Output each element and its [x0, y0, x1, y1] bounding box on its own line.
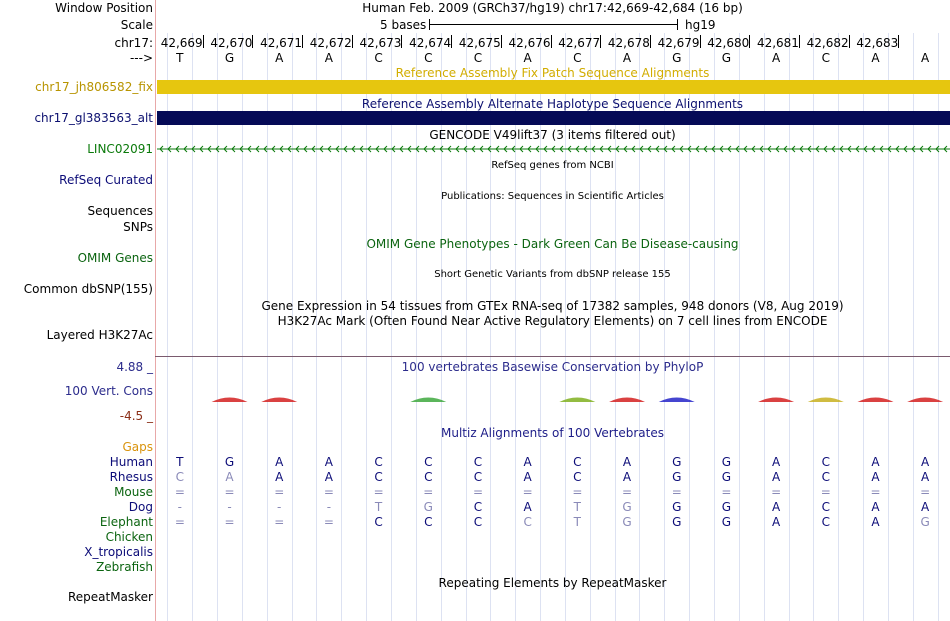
alignment-base: A: [523, 500, 532, 514]
coordinate-tick: [799, 35, 800, 48]
alignment-base: G: [423, 500, 433, 514]
alignment-base: =: [274, 485, 285, 499]
species-label[interactable]: Rhesus: [109, 470, 153, 484]
coordinate-label: 42,678: [607, 36, 650, 50]
alignment-base: A: [225, 470, 234, 484]
alignment-base: =: [771, 485, 782, 499]
alignment-base: G: [622, 500, 632, 514]
multiz-track-title[interactable]: Multiz Alignments of 100 Vertebrates: [440, 426, 665, 440]
sequence-base: A: [771, 51, 781, 65]
repeatmasker-label[interactable]: RepeatMasker: [67, 590, 153, 604]
fix-patch-alignment-bar[interactable]: [157, 80, 950, 94]
alignment-base: A: [523, 455, 532, 469]
phylop-track-title[interactable]: 100 vertebrates Basewise Conservation by PhyloP: [401, 360, 704, 374]
alignment-base: A: [324, 470, 334, 484]
coordinate-label: 42,677: [558, 36, 601, 50]
alt-haplotype-track-title[interactable]: Reference Assembly Alternate Haplotype Sequence Alignments: [361, 97, 744, 111]
alignment-base: A: [871, 455, 880, 469]
alignment-base: =: [671, 485, 682, 499]
alt-haplotype-alignment-bar[interactable]: [157, 111, 950, 125]
alignment-base: T: [573, 515, 582, 529]
coordinate-tick: [451, 35, 452, 48]
alignment-base: C: [374, 455, 383, 469]
species-label[interactable]: Elephant: [99, 515, 153, 529]
coordinate-label: 42,680: [707, 36, 750, 50]
alignment-base: A: [921, 470, 930, 484]
species-label[interactable]: Chicken: [105, 530, 153, 544]
coordinate-tick: [352, 35, 353, 48]
repeatmasker-track-title[interactable]: Repeating Elements by RepeatMasker: [438, 576, 667, 590]
sequence-base: C: [821, 51, 830, 65]
species-label[interactable]: Mouse: [114, 485, 153, 499]
species-label[interactable]: X_tropicalis: [84, 545, 153, 559]
alignment-base: C: [821, 515, 830, 529]
alignment-base: =: [224, 515, 235, 529]
alignment-base: A: [771, 500, 781, 514]
phylop-axis-min: -4.5 _: [119, 409, 153, 423]
h3k27ac-track-baseline: [155, 356, 950, 357]
alignment-base: C: [424, 470, 433, 484]
phylop-axis-max: 4.88 _: [116, 360, 153, 374]
alignment-base: =: [224, 485, 235, 499]
coordinate-label: 42,673: [359, 36, 402, 50]
alignment-base: -: [177, 500, 183, 514]
alignment-base: A: [771, 470, 781, 484]
gencode-track-title[interactable]: GENCODE V49lift37 (3 items filtered out): [429, 128, 676, 142]
coordinate-tick: [302, 35, 303, 48]
coordinate-label: 42,670: [210, 36, 253, 50]
conservation-logo-glyph: [261, 398, 297, 403]
alignment-base: C: [473, 500, 483, 514]
species-label[interactable]: Dog: [128, 500, 153, 514]
coordinate-tick: [849, 35, 850, 48]
alignment-base: =: [174, 515, 185, 529]
alignment-base: A: [523, 470, 532, 484]
coordinate-tick: [252, 35, 253, 48]
conservation-logo-glyph: [609, 398, 645, 403]
alignment-base: G: [672, 500, 682, 514]
scale-label: Scale: [120, 18, 153, 32]
alignment-base: A: [622, 455, 632, 469]
alignment-base: C: [821, 455, 830, 469]
fix-patch-track-label[interactable]: chr17_jh806582_fix: [35, 80, 153, 94]
alignment-base: A: [871, 470, 880, 484]
sequence-base: A: [324, 51, 334, 65]
sequence-base: G: [672, 51, 682, 65]
alignment-base: =: [622, 485, 633, 499]
alignment-base: A: [275, 470, 284, 484]
alignment-base: =: [472, 485, 483, 499]
coordinate-tick: [551, 35, 552, 48]
scale-bases: 5 bases: [380, 18, 427, 32]
alignment-base: A: [921, 455, 930, 469]
gencode-gene-label[interactable]: LINC02091: [87, 142, 153, 156]
scale-bar: [429, 24, 677, 25]
species-label[interactable]: Zebrafish: [96, 560, 153, 574]
alignment-base: C: [821, 470, 830, 484]
alignment-base: =: [522, 485, 533, 499]
alignment-base: A: [771, 455, 781, 469]
alignment-base: =: [870, 485, 881, 499]
alignment-base: C: [473, 455, 483, 469]
coordinate-label: 42,682: [806, 36, 849, 50]
conservation-logo-glyph: [659, 398, 695, 403]
coordinate-label: 42,674: [409, 36, 452, 50]
alignment-base: =: [323, 485, 334, 499]
conservation-logo-glyph: [758, 398, 794, 403]
alignment-base: C: [374, 470, 383, 484]
coordinate-tick: [700, 35, 701, 48]
window-position-value[interactable]: Human Feb. 2009 (GRCh37/hg19) chr17:42,669-42,684 (16 bp): [362, 1, 743, 15]
alignment-base: G: [672, 515, 682, 529]
window-position-label: Window Position: [55, 1, 153, 15]
gaps-label[interactable]: Gaps: [122, 440, 153, 454]
coordinate-tick: [600, 35, 601, 48]
alignment-base: T: [176, 455, 184, 469]
coordinate-label: 42,672: [309, 36, 352, 50]
linc02091-gene-model[interactable]: [157, 142, 950, 156]
conservation-logo-glyph: [907, 398, 943, 403]
alignment-base: =: [373, 485, 384, 499]
gtex-track-title[interactable]: Gene Expression in 54 tissues from GTEx RNA-seq of 17382 samples, 948 donors (V8, Aug 2019): [261, 299, 844, 313]
alignment-base: =: [721, 485, 732, 499]
alignment-base: =: [274, 515, 285, 529]
alignment-base: C: [424, 455, 433, 469]
alignment-base: C: [523, 515, 532, 529]
coordinate-label: 42,671: [260, 36, 303, 50]
alignment-base: C: [374, 515, 383, 529]
sequence-base: G: [224, 51, 235, 65]
coordinate-tick: [650, 35, 651, 48]
alignment-base: G: [224, 455, 235, 469]
omim-genes-label[interactable]: OMIM Genes: [77, 251, 153, 265]
scale-bar-tick-right: [677, 19, 678, 30]
phylop-conservation-plot[interactable]: [157, 388, 950, 418]
alignment-base: -: [277, 500, 282, 514]
coordinate-label: 42,681: [756, 36, 799, 50]
coordinate-tick: [401, 35, 402, 48]
sequence-base: A: [622, 51, 632, 65]
alignment-base: -: [326, 500, 332, 514]
alignment-base: G: [721, 515, 732, 529]
sequence-base: G: [721, 51, 732, 65]
species-label[interactable]: Human: [109, 455, 153, 469]
alignment-base: G: [721, 500, 732, 514]
h3k27ac-track-title[interactable]: H3K27Ac Mark (Often Found Near Active Regulatory Elements) on 7 cell lines from ENCODE: [277, 314, 828, 328]
conservation-logo-glyph: [410, 398, 446, 403]
alignment-base: A: [871, 500, 880, 514]
scale-assembly: hg19: [685, 18, 716, 32]
refseq-curated-label[interactable]: RefSeq Curated: [59, 173, 153, 187]
conservation-logo-glyph: [559, 398, 595, 403]
conservation-logo-glyph: [212, 398, 248, 403]
alignment-base: =: [423, 485, 434, 499]
sequence-base: T: [176, 51, 184, 65]
alignment-base: =: [323, 515, 334, 529]
coordinate-label: 42,675: [458, 36, 501, 50]
coordinate-label: 42,679: [657, 36, 700, 50]
alignment-base: =: [174, 485, 185, 499]
alignment-base: G: [721, 455, 732, 469]
scale-bar-tick-left: [429, 19, 430, 30]
alignment-base: =: [820, 485, 831, 499]
alignment-base: G: [622, 515, 632, 529]
refseq-track-title[interactable]: RefSeq genes from NCBI: [491, 160, 614, 171]
alignment-base: G: [672, 470, 682, 484]
alignment-base: A: [275, 455, 284, 469]
dbsnp-track-title[interactable]: Short Genetic Variants from dbSNP release 155: [434, 269, 671, 280]
alignment-base: A: [921, 500, 930, 514]
sequence-base: A: [871, 51, 880, 65]
coordinate-label: 42,669: [160, 36, 203, 50]
sequence-base: C: [573, 51, 582, 65]
alignment-base: A: [871, 515, 880, 529]
sequence-base: A: [523, 51, 532, 65]
alignment-base: G: [721, 470, 732, 484]
chromosome-label: chr17:: [114, 36, 153, 50]
publications-track-title[interactable]: Publications: Sequences in Scientific Articles: [441, 191, 664, 202]
conservation-logo-glyph: [857, 398, 893, 403]
alignment-base: C: [424, 515, 433, 529]
conservation-logo-glyph: [808, 398, 844, 403]
alignment-base: G: [672, 455, 682, 469]
sequence-base: A: [275, 51, 284, 65]
alignment-base: A: [771, 515, 781, 529]
coordinate-label: 42,676: [508, 36, 551, 50]
alignment-base: C: [175, 470, 185, 484]
sequences-label[interactable]: Sequences: [87, 204, 153, 218]
coordinate-tick: [898, 35, 899, 48]
alignment-base: =: [572, 485, 583, 499]
omim-track-title[interactable]: OMIM Gene Phenotypes - Dark Green Can Be Disease-causing: [366, 237, 739, 251]
layered-h3k27ac-label[interactable]: Layered H3K27Ac: [46, 328, 153, 342]
coordinate-label: 42,683: [856, 36, 899, 50]
alt-haplotype-track-label[interactable]: chr17_gl383563_alt: [34, 111, 153, 125]
alignment-base: G: [920, 515, 930, 529]
common-dbsnp-label[interactable]: Common dbSNP(155): [23, 282, 153, 296]
alignment-base: -: [227, 500, 232, 514]
alignment-base: A: [622, 470, 632, 484]
fix-patch-track-title[interactable]: Reference Assembly Fix Patch Sequence Alignments: [395, 66, 710, 80]
alignment-base: A: [324, 455, 334, 469]
sequence-base: C: [374, 51, 383, 65]
phylop-track-label[interactable]: 100 Vert. Cons: [64, 384, 153, 398]
sequence-base: C: [424, 51, 433, 65]
alignment-base: C: [473, 515, 483, 529]
alignment-base: T: [573, 500, 582, 514]
sequence-base: A: [921, 51, 930, 65]
strand-arrow-label: --->: [129, 51, 153, 65]
sequence-base: C: [473, 51, 483, 65]
snps-label[interactable]: SNPs: [123, 220, 153, 234]
alignment-base: T: [374, 500, 383, 514]
alignment-base: C: [821, 500, 830, 514]
alignment-base: =: [920, 485, 931, 499]
alignment-base: C: [573, 470, 582, 484]
coordinate-tick: [749, 35, 750, 48]
coordinate-tick: [501, 35, 502, 48]
coordinate-tick: [203, 35, 204, 48]
alignment-base: C: [573, 455, 582, 469]
alignment-base: C: [473, 470, 483, 484]
